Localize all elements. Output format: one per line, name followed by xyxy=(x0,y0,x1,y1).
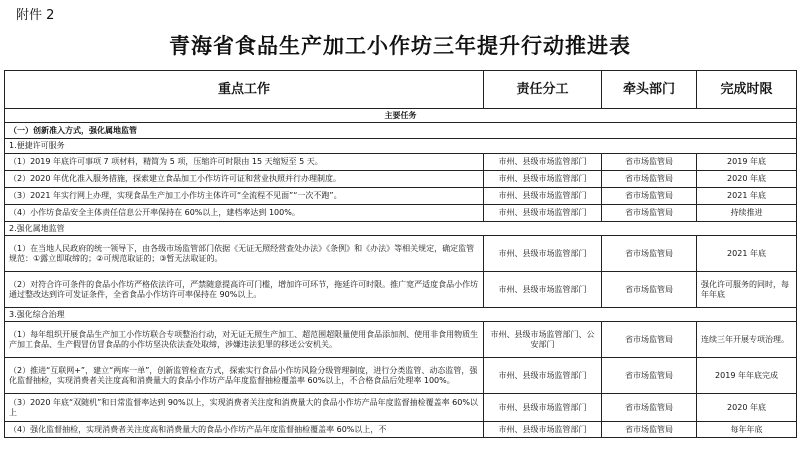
task-cell: （2）2020 年优化准入服务措施，探索建立食品加工小作坊许可证和营业执照并行办理制度。 xyxy=(5,171,484,188)
section-1-label: （一）创新准入方式，强化属地监管 xyxy=(5,123,797,139)
header-deadline: 完成时限 xyxy=(697,71,797,109)
task-cell: （2）推进“互联网+”，建立“两库一单”，创新监管检查方式，探索实行食品小作坊风险分级管理制度，进行分类监管、动态监管，强化监督抽检，实现消费者关注度高和消费量大的食品小作坊产品年度监督抽检覆盖率 60%以上，不合格食品后处理率 100%。 xyxy=(5,358,484,394)
responsibility-cell: 市州、县级市场监管部门 xyxy=(484,422,602,438)
table-row xyxy=(5,422,797,438)
subsection-1-label: 1.便捷许可服务 xyxy=(5,139,797,154)
deadline-cell: 2021 年底 xyxy=(697,188,797,205)
responsibility-cell: 市州、县级市场监管部门 xyxy=(484,236,602,272)
deadline-cell: 连续三年开展专项治理。 xyxy=(697,322,797,358)
deadline-cell: 每年年底 xyxy=(697,422,797,438)
task-cell: （2）对符合许可条件的食品小作坊严格依法许可，严禁随意提高许可门槛，增加许可环节，拖延许可时限。推广宽严适度食品小作坊通过整改达到许可发证条件，全省食品小作坊许可率保持在 90%以上。 xyxy=(5,272,484,308)
responsibility-cell: 市州、县级市场监管部门 xyxy=(484,154,602,171)
header-key-work: 重点工作 xyxy=(5,71,484,109)
table-row xyxy=(5,236,797,272)
lead-dept-cell: 省市场监管局 xyxy=(602,171,697,188)
lead-dept-cell: 省市场监管局 xyxy=(602,358,697,394)
header-lead-dept: 牵头部门 xyxy=(602,71,697,109)
task-cell: （4）小作坊食品安全主体责任信息公开率保持在 60%以上，建档率达到 100%。 xyxy=(5,205,484,222)
table-row xyxy=(5,394,797,422)
lead-dept-cell: 省市场监管局 xyxy=(602,205,697,222)
attachment-label: 附件 2 xyxy=(16,8,55,23)
responsibility-cell: 市州、县级市场监管部门 xyxy=(484,394,602,422)
table-row xyxy=(5,358,797,394)
deadline-cell: 持续推进 xyxy=(697,205,797,222)
lead-dept-cell: 省市场监管局 xyxy=(602,272,697,308)
table-row xyxy=(5,188,797,205)
header-responsibility: 责任分工 xyxy=(484,71,602,109)
task-cell: （3）2021 年实行网上办理，实现食品生产加工小作坊主体许可“全流程不见面”“一次不跑”。 xyxy=(5,188,484,205)
header-row xyxy=(5,71,797,109)
table-row xyxy=(5,171,797,188)
deadline-cell: 2021 年底 xyxy=(697,236,797,272)
lead-dept-cell: 省市场监管局 xyxy=(602,394,697,422)
responsibility-cell: 市州、县级市场监管部门 xyxy=(484,171,602,188)
task-cell: （4）强化监督抽检，实现消费者关注度高和消费量大的食品小作坊产品年度监督抽检覆盖率 60%以上，不 xyxy=(5,422,484,438)
table-row xyxy=(5,154,797,171)
deadline-cell: 2019 年年底完成 xyxy=(697,358,797,394)
progress-table xyxy=(4,70,797,438)
lead-dept-cell: 省市场监管局 xyxy=(602,322,697,358)
lead-dept-cell: 省市场监管局 xyxy=(602,154,697,171)
deadline-cell: 2019 年底 xyxy=(697,154,797,171)
lead-dept-cell: 省市场监管局 xyxy=(602,236,697,272)
table-row xyxy=(5,322,797,358)
deadline-cell: 2020 年底 xyxy=(697,171,797,188)
document-title: 青海省食品生产加工小作坊三年提升行动推进表 xyxy=(169,33,631,58)
task-cell: （1）在当地人民政府的统一领导下，由各级市场监管部门依据《无证无照经营查处办法》《条例》和《办法》等相关规定，确定监管规范：①露立即取缔的；②可规范取证的；③暂无法取证的。 xyxy=(5,236,484,272)
responsibility-cell: 市州、县级市场监管部门、公安部门 xyxy=(484,322,602,358)
task-cell: （1）每年组织开展食品生产加工小作坊联合专项整治行动，对无证无照生产加工、超范围超限量使用食品添加剂、使用非食用物质生产加工食品、生产假冒仿冒食品的小作坊坚决依法查处取缔，涉嫌违法犯罪的移送公安机关。 xyxy=(5,322,484,358)
responsibility-cell: 市州、县级市场监管部门 xyxy=(484,358,602,394)
subsection-3-label: 3.强化综合治理 xyxy=(5,308,797,322)
responsibility-cell: 市州、县级市场监管部门 xyxy=(484,205,602,222)
lead-dept-cell: 省市场监管局 xyxy=(602,188,697,205)
lead-dept-cell: 省市场监管局 xyxy=(602,422,697,438)
table-row xyxy=(5,272,797,308)
deadline-cell: 2020 年底 xyxy=(697,394,797,422)
task-cell: （1）2019 年底许可事项 7 项材料，精简为 5 项，压缩许可时限由 15 天缩短至 5 天。 xyxy=(5,154,484,171)
responsibility-cell: 市州、县级市场监管部门 xyxy=(484,188,602,205)
responsibility-cell: 市州、县级市场监管部门 xyxy=(484,272,602,308)
table-row xyxy=(5,205,797,222)
main-tasks-label: 主要任务 xyxy=(5,109,797,123)
subsection-2-label: 2.强化属地监管 xyxy=(5,222,797,236)
task-cell: （3）2020 年底“双随机”和日常监督率达到 90%以上，实现消费者关注度和消费量大的食品小作坊产品年度监督抽检覆盖率 60%以上 xyxy=(5,394,484,422)
deadline-cell: 强化许可服务的同时，每年年底 xyxy=(697,272,797,308)
